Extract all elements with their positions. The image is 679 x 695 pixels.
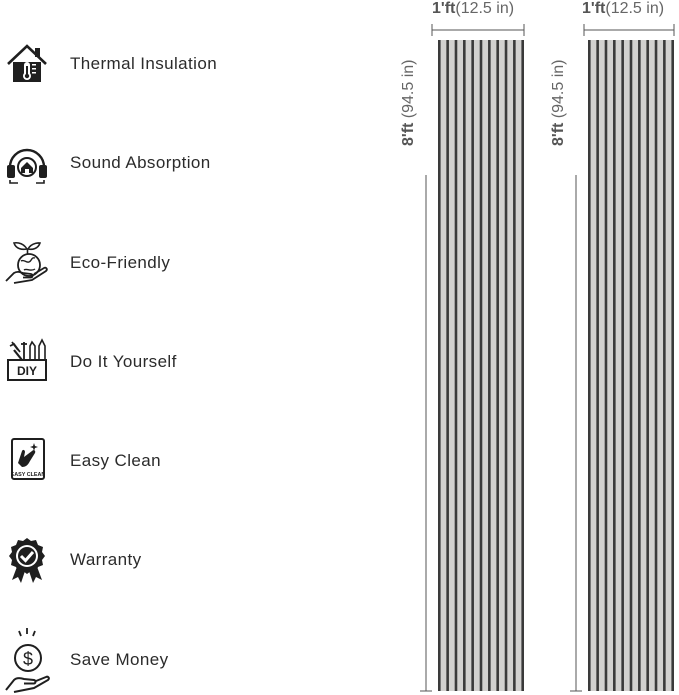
slat xyxy=(516,40,522,691)
slat xyxy=(649,40,655,691)
feature-eco-friendly xyxy=(0,239,330,299)
feature-sound-absorption xyxy=(0,139,330,199)
width-dimension-line xyxy=(432,24,524,36)
panel-width-in: (12.5 in) xyxy=(455,0,515,17)
slat-panel xyxy=(588,40,674,691)
slat xyxy=(666,40,672,691)
slat xyxy=(591,40,597,691)
panel-width-ft: 1'ft xyxy=(582,0,606,17)
easy-clean-caption: EASY CLEAN xyxy=(10,472,46,478)
feature-label: Save Money xyxy=(70,650,169,669)
slat xyxy=(641,40,647,691)
slat xyxy=(632,40,638,691)
feature-warranty xyxy=(0,536,330,596)
slat xyxy=(607,40,613,691)
feature-thermal-insulation xyxy=(0,40,330,100)
slat xyxy=(457,40,463,691)
feature-label: Thermal Insulation xyxy=(70,54,218,73)
feature-do-it-yourself xyxy=(0,338,330,398)
panel-1 xyxy=(398,0,538,695)
height-dimension-line xyxy=(570,175,582,691)
slat xyxy=(624,40,630,691)
feature-label: Warranty xyxy=(70,550,142,569)
slat xyxy=(474,40,480,691)
hand-globe-sprout-icon xyxy=(4,239,50,289)
panel-height-ft: 8'ft xyxy=(400,122,417,146)
feature-save-money xyxy=(0,628,330,688)
slat xyxy=(466,40,472,691)
feature-label: Sound Absorption xyxy=(70,153,211,172)
headphones-house-icon xyxy=(4,139,50,189)
easy-clean-icon xyxy=(4,437,50,487)
slat xyxy=(491,40,497,691)
slat xyxy=(449,40,455,691)
hand-coin-icon xyxy=(4,628,50,695)
panel-2-drawing xyxy=(548,0,679,695)
slat xyxy=(657,40,663,691)
panel-width-ft: 1'ft xyxy=(432,0,456,17)
feature-label: Do It Yourself xyxy=(70,352,177,371)
panel-height-in: (94.5 in) xyxy=(550,59,567,119)
slat-panel xyxy=(438,40,524,691)
slat xyxy=(507,40,513,691)
width-dimension-line xyxy=(584,24,674,36)
slat xyxy=(599,40,605,691)
feature-easy-clean xyxy=(0,437,330,497)
panel-height-in: (94.5 in) xyxy=(400,59,417,119)
diy-tools-icon xyxy=(4,338,50,388)
panel-2 xyxy=(548,0,679,695)
panel-width-in: (12.5 in) xyxy=(605,0,665,17)
slat xyxy=(499,40,505,691)
slat xyxy=(616,40,622,691)
feature-label: Eco-Friendly xyxy=(70,253,171,272)
svg-text:$: $ xyxy=(22,649,34,669)
diy-caption: DIY xyxy=(16,364,38,378)
panel-height-ft: 8'ft xyxy=(550,122,567,146)
feature-label: Easy Clean xyxy=(70,451,161,470)
thermal-house-icon xyxy=(4,40,50,90)
height-dimension-line xyxy=(420,175,432,691)
slat xyxy=(441,40,447,691)
warranty-badge-icon xyxy=(4,536,50,586)
panel-1-drawing xyxy=(398,0,538,695)
slat xyxy=(482,40,488,691)
